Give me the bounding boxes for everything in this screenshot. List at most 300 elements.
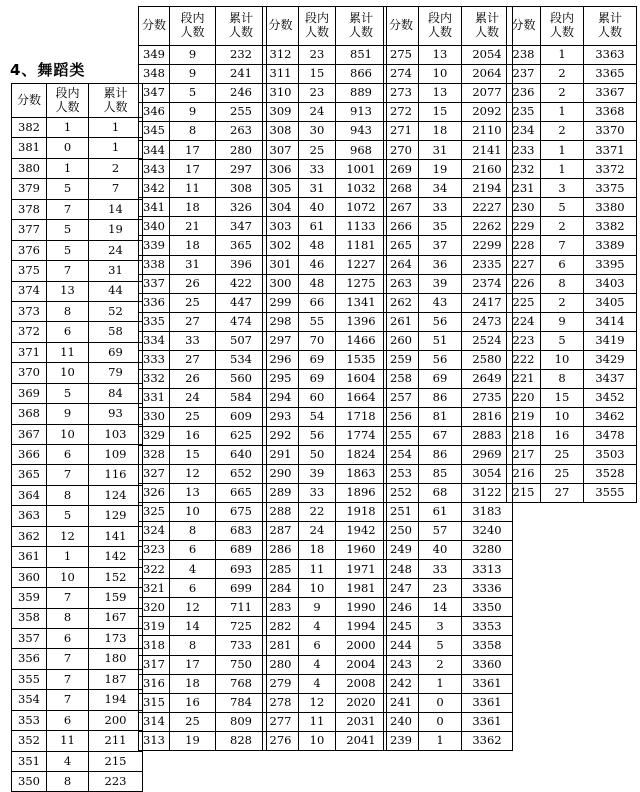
- table-row: [263, 712, 387, 731]
- cell-cum: 1918: [336, 503, 387, 522]
- cell-score: 309: [263, 103, 299, 122]
- cell-score: 276: [263, 731, 299, 750]
- cell-score: 256: [384, 407, 419, 426]
- cell-cum: 3368: [584, 103, 637, 122]
- cell-score: 316: [139, 674, 170, 693]
- cell-seg: 17: [170, 160, 216, 179]
- table-row: [263, 503, 387, 522]
- cell-score: 252: [384, 484, 419, 503]
- cell-cum: 3336: [462, 579, 513, 598]
- cell-seg: 14: [419, 598, 462, 617]
- cell-seg: 2: [541, 217, 584, 236]
- cell-seg: 24: [299, 522, 336, 541]
- cell-score: 217: [507, 445, 541, 464]
- cell-seg: 9: [541, 312, 584, 331]
- cell-score: 319: [139, 617, 170, 636]
- cell-score: 375: [12, 261, 47, 281]
- table-row: [12, 506, 143, 526]
- cell-cum: 693: [216, 560, 267, 579]
- cell-score: 292: [263, 426, 299, 445]
- table-row: [507, 426, 637, 445]
- cell-cum: 534: [216, 350, 267, 369]
- cell-seg: 9: [170, 46, 216, 65]
- cell-score: 336: [139, 293, 170, 312]
- cell-cum: 1990: [336, 598, 387, 617]
- cell-cum: 968: [336, 141, 387, 160]
- cell-seg: 19: [170, 731, 216, 750]
- table-row: [507, 65, 637, 84]
- cell-score: 366: [12, 445, 47, 465]
- cell-cum: 2110: [462, 122, 513, 141]
- cell-cum: 3361: [462, 674, 513, 693]
- cell-score: 362: [12, 526, 47, 546]
- cell-seg: 25: [299, 141, 336, 160]
- cell-seg: 8: [541, 274, 584, 293]
- cell-score: 275: [384, 46, 419, 65]
- table-row: [263, 274, 387, 293]
- cell-seg: 5: [47, 383, 89, 403]
- cell-cum: 689: [216, 541, 267, 560]
- cell-cum: 1896: [336, 484, 387, 503]
- cell-cum: 211: [89, 731, 143, 751]
- cell-seg: 6: [47, 445, 89, 465]
- cell-cum: 3405: [584, 293, 637, 312]
- table-row: [384, 407, 513, 426]
- cell-score: 353: [12, 710, 47, 730]
- table-row: [384, 331, 513, 350]
- table-row: [263, 103, 387, 122]
- cell-cum: 3419: [584, 331, 637, 350]
- table-row: [263, 141, 387, 160]
- cell-seg: 17: [170, 141, 216, 160]
- cell-seg: 2: [541, 84, 584, 103]
- cell-seg: 3: [541, 179, 584, 198]
- cell-cum: 750: [216, 655, 267, 674]
- cell-seg: 5: [170, 84, 216, 103]
- table-row: [263, 541, 387, 560]
- cell-seg: 33: [299, 160, 336, 179]
- cell-score: 357: [12, 628, 47, 648]
- cell-seg: 4: [299, 674, 336, 693]
- cell-score: 286: [263, 541, 299, 560]
- cell-seg: 30: [299, 122, 336, 141]
- cell-score: 288: [263, 503, 299, 522]
- table-row: [12, 526, 143, 546]
- table-row: [12, 118, 143, 138]
- cell-score: 264: [384, 255, 419, 274]
- cell-seg: 46: [299, 255, 336, 274]
- cell-score: 354: [12, 690, 47, 710]
- table-row: [263, 693, 387, 712]
- cell-score: 368: [12, 404, 47, 424]
- cell-seg: 6: [299, 636, 336, 655]
- cell-seg: 8: [47, 772, 89, 792]
- table-row: [384, 388, 513, 407]
- cell-seg: 61: [299, 217, 336, 236]
- cell-score: 294: [263, 388, 299, 407]
- cell-score: 342: [139, 179, 170, 198]
- cell-seg: 86: [419, 445, 462, 464]
- cell-seg: 0: [419, 712, 462, 731]
- cell-seg: 1: [47, 547, 89, 567]
- table-row: [507, 160, 637, 179]
- cell-cum: 3382: [584, 217, 637, 236]
- cell-cum: 116: [89, 465, 143, 485]
- cell-score: 283: [263, 598, 299, 617]
- table-row: [12, 281, 143, 301]
- table-row: [12, 322, 143, 342]
- cell-score: 273: [384, 84, 419, 103]
- cell-score: 285: [263, 560, 299, 579]
- cell-cum: 3429: [584, 350, 637, 369]
- cell-score: 382: [12, 118, 47, 138]
- table-row: [12, 342, 143, 362]
- cell-cum: 396: [216, 255, 267, 274]
- cell-seg: 6: [170, 541, 216, 560]
- header-seg: 段内 人数: [299, 7, 336, 46]
- cell-cum: 3362: [462, 731, 513, 750]
- cell-cum: 2969: [462, 445, 513, 464]
- cell-cum: 3403: [584, 274, 637, 293]
- cell-score: 224: [507, 312, 541, 331]
- table-row: [139, 484, 267, 503]
- cell-seg: 7: [47, 690, 89, 710]
- cell-cum: 2194: [462, 179, 513, 198]
- cell-cum: 784: [216, 693, 267, 712]
- cell-seg: 55: [299, 312, 336, 331]
- cell-cum: 828: [216, 731, 267, 750]
- cell-seg: 86: [419, 388, 462, 407]
- cell-score: 333: [139, 350, 170, 369]
- table-row: [384, 541, 513, 560]
- cell-seg: 18: [170, 674, 216, 693]
- table-row: [139, 407, 267, 426]
- cell-seg: 17: [170, 655, 216, 674]
- cell-seg: 33: [299, 484, 336, 503]
- cell-score: 257: [384, 388, 419, 407]
- table-row: [384, 426, 513, 445]
- cell-score: 241: [384, 693, 419, 712]
- cell-cum: 2335: [462, 255, 513, 274]
- table-row: [139, 160, 267, 179]
- cell-seg: 11: [299, 560, 336, 579]
- cell-score: 287: [263, 522, 299, 541]
- table-row: [139, 350, 267, 369]
- table-row: [384, 217, 513, 236]
- cell-score: 381: [12, 138, 47, 158]
- cell-cum: 1971: [336, 560, 387, 579]
- cell-cum: 167: [89, 608, 143, 628]
- cell-seg: 5: [47, 179, 89, 199]
- cell-score: 242: [384, 674, 419, 693]
- cell-seg: 8: [170, 522, 216, 541]
- cell-seg: 40: [299, 198, 336, 217]
- cell-cum: 297: [216, 160, 267, 179]
- section-title: 4、舞蹈类: [10, 61, 86, 79]
- cell-score: 378: [12, 199, 47, 219]
- cell-seg: 1: [47, 118, 89, 138]
- score-table: [506, 6, 637, 503]
- cell-score: 215: [507, 484, 541, 503]
- cell-seg: 4: [299, 655, 336, 674]
- cell-score: 274: [384, 65, 419, 84]
- table-row: [263, 579, 387, 598]
- table-row: [12, 363, 143, 383]
- table-row: [12, 404, 143, 424]
- table-row: [12, 567, 143, 587]
- cell-cum: 584: [216, 388, 267, 407]
- cell-score: 281: [263, 636, 299, 655]
- cell-seg: 27: [170, 312, 216, 331]
- cell-score: 249: [384, 541, 419, 560]
- cell-score: 351: [12, 751, 47, 771]
- table-row: [384, 198, 513, 217]
- cell-seg: 23: [299, 46, 336, 65]
- table-row: [384, 484, 513, 503]
- table-row: [263, 65, 387, 84]
- cell-score: 345: [139, 122, 170, 141]
- table-row: [263, 236, 387, 255]
- cell-cum: 851: [336, 46, 387, 65]
- cell-score: 317: [139, 655, 170, 674]
- cell-cum: 3358: [462, 636, 513, 655]
- table-row: [384, 560, 513, 579]
- cell-cum: 1275: [336, 274, 387, 293]
- cell-cum: 58: [89, 322, 143, 342]
- table-row: [12, 588, 143, 608]
- cell-cum: 3371: [584, 141, 637, 160]
- table-row: [263, 674, 387, 693]
- cell-seg: 16: [170, 693, 216, 712]
- cell-cum: 3183: [462, 503, 513, 522]
- cell-cum: 1072: [336, 198, 387, 217]
- cell-seg: 27: [170, 350, 216, 369]
- cell-score: 344: [139, 141, 170, 160]
- cell-cum: 3372: [584, 160, 637, 179]
- cell-seg: 25: [170, 712, 216, 731]
- table-row: [12, 690, 143, 710]
- cell-score: 348: [139, 65, 170, 84]
- cell-score: 372: [12, 322, 47, 342]
- cell-seg: 56: [419, 312, 462, 331]
- table-row: [139, 236, 267, 255]
- table-row: [139, 598, 267, 617]
- table-row: [384, 46, 513, 65]
- cell-cum: 2160: [462, 160, 513, 179]
- table-row: [12, 158, 143, 178]
- cell-cum: 2417: [462, 293, 513, 312]
- cell-seg: 54: [299, 407, 336, 426]
- cell-cum: 246: [216, 84, 267, 103]
- cell-score: 223: [507, 331, 541, 350]
- cell-cum: 2262: [462, 217, 513, 236]
- cell-seg: 56: [299, 426, 336, 445]
- cell-seg: 5: [47, 220, 89, 240]
- cell-cum: 3437: [584, 369, 637, 388]
- table-row: [12, 628, 143, 648]
- cell-cum: 2524: [462, 331, 513, 350]
- cell-score: 227: [507, 255, 541, 274]
- table-row: [507, 84, 637, 103]
- cell-seg: 12: [299, 693, 336, 712]
- cell-cum: 232: [216, 46, 267, 65]
- cell-cum: 699: [216, 579, 267, 598]
- cell-seg: 5: [47, 506, 89, 526]
- cell-seg: 26: [170, 274, 216, 293]
- cell-seg: 13: [170, 484, 216, 503]
- cell-cum: 142: [89, 547, 143, 567]
- cell-score: 360: [12, 567, 47, 587]
- table-row: [507, 236, 637, 255]
- table-row: [263, 636, 387, 655]
- cell-score: 313: [139, 731, 170, 750]
- cell-seg: 7: [47, 649, 89, 669]
- table-row: [139, 503, 267, 522]
- table-row: [507, 198, 637, 217]
- table-row: [384, 636, 513, 655]
- table-row: [507, 293, 637, 312]
- cell-score: 352: [12, 731, 47, 751]
- table-row: [384, 674, 513, 693]
- cell-cum: 3122: [462, 484, 513, 503]
- cell-seg: 11: [47, 731, 89, 751]
- cell-score: 248: [384, 560, 419, 579]
- table-row: [139, 65, 267, 84]
- table-header-row: [384, 7, 513, 46]
- cell-cum: 2649: [462, 369, 513, 388]
- cell-score: 243: [384, 655, 419, 674]
- table-row: [384, 579, 513, 598]
- table-row: [12, 383, 143, 403]
- cell-cum: 866: [336, 65, 387, 84]
- table-row: [139, 217, 267, 236]
- table-row: [507, 312, 637, 331]
- table-row: [139, 693, 267, 712]
- cell-score: 377: [12, 220, 47, 240]
- table-row: [507, 445, 637, 464]
- table-row: [384, 693, 513, 712]
- cell-cum: 683: [216, 522, 267, 541]
- table-row: [384, 122, 513, 141]
- cell-seg: 40: [419, 541, 462, 560]
- cell-cum: 93: [89, 404, 143, 424]
- cell-seg: 7: [47, 465, 89, 485]
- cell-score: 304: [263, 198, 299, 217]
- cell-score: 308: [263, 122, 299, 141]
- table-row: [139, 331, 267, 350]
- cell-cum: 1133: [336, 217, 387, 236]
- cell-score: 221: [507, 369, 541, 388]
- table-row: [12, 301, 143, 321]
- cell-score: 296: [263, 350, 299, 369]
- cell-score: 234: [507, 122, 541, 141]
- cell-cum: 180: [89, 649, 143, 669]
- table-row: [263, 465, 387, 484]
- cell-cum: 652: [216, 465, 267, 484]
- table-row: [139, 84, 267, 103]
- table-row: [507, 369, 637, 388]
- header-score: 分数: [384, 7, 419, 46]
- cell-cum: 3313: [462, 560, 513, 579]
- cell-score: 289: [263, 484, 299, 503]
- cell-cum: 84: [89, 383, 143, 403]
- cell-cum: 280: [216, 141, 267, 160]
- cell-score: 222: [507, 350, 541, 369]
- cell-cum: 159: [89, 588, 143, 608]
- cell-seg: 35: [419, 217, 462, 236]
- cell-seg: 13: [47, 281, 89, 301]
- table-row: [384, 65, 513, 84]
- cell-seg: 67: [419, 426, 462, 445]
- table-row: [12, 138, 143, 158]
- cell-score: 302: [263, 236, 299, 255]
- cell-seg: 4: [299, 617, 336, 636]
- table-row: [263, 160, 387, 179]
- table-row: [263, 388, 387, 407]
- cell-score: 291: [263, 445, 299, 464]
- cell-cum: 2092: [462, 103, 513, 122]
- table-row: [139, 522, 267, 541]
- cell-score: 244: [384, 636, 419, 655]
- cell-score: 337: [139, 274, 170, 293]
- cell-cum: 3478: [584, 426, 637, 445]
- cell-score: 240: [384, 712, 419, 731]
- cell-cum: 3280: [462, 541, 513, 560]
- score-table-block-4: [383, 6, 513, 751]
- cell-seg: 6: [541, 255, 584, 274]
- cell-score: 261: [384, 312, 419, 331]
- table-row: [384, 731, 513, 750]
- cell-score: 312: [263, 46, 299, 65]
- cell-cum: 943: [336, 122, 387, 141]
- cell-cum: 1535: [336, 350, 387, 369]
- cell-seg: 10: [47, 424, 89, 444]
- cell-cum: 889: [336, 84, 387, 103]
- table-row: [12, 424, 143, 444]
- cell-cum: 1341: [336, 293, 387, 312]
- cell-cum: 665: [216, 484, 267, 503]
- table-row: [507, 331, 637, 350]
- cell-score: 320: [139, 598, 170, 617]
- cell-score: 370: [12, 363, 47, 383]
- cell-seg: 69: [299, 369, 336, 388]
- table-row: [263, 217, 387, 236]
- cell-cum: 3054: [462, 465, 513, 484]
- cell-seg: 70: [299, 331, 336, 350]
- cell-seg: 57: [419, 522, 462, 541]
- cell-score: 220: [507, 388, 541, 407]
- table-row: [384, 503, 513, 522]
- table-row: [12, 261, 143, 281]
- cell-cum: 241: [216, 65, 267, 84]
- table-row: [12, 485, 143, 505]
- cell-cum: 422: [216, 274, 267, 293]
- table-row: [507, 103, 637, 122]
- cell-seg: 36: [419, 255, 462, 274]
- cell-seg: 69: [419, 369, 462, 388]
- table-row: [139, 560, 267, 579]
- cell-cum: 1994: [336, 617, 387, 636]
- table-row: [263, 122, 387, 141]
- cell-cum: 474: [216, 312, 267, 331]
- table-row: [507, 274, 637, 293]
- cell-seg: 1: [419, 674, 462, 693]
- cell-score: 301: [263, 255, 299, 274]
- cell-score: 367: [12, 424, 47, 444]
- table-row: [139, 141, 267, 160]
- table-row: [384, 103, 513, 122]
- cell-seg: 5: [47, 240, 89, 260]
